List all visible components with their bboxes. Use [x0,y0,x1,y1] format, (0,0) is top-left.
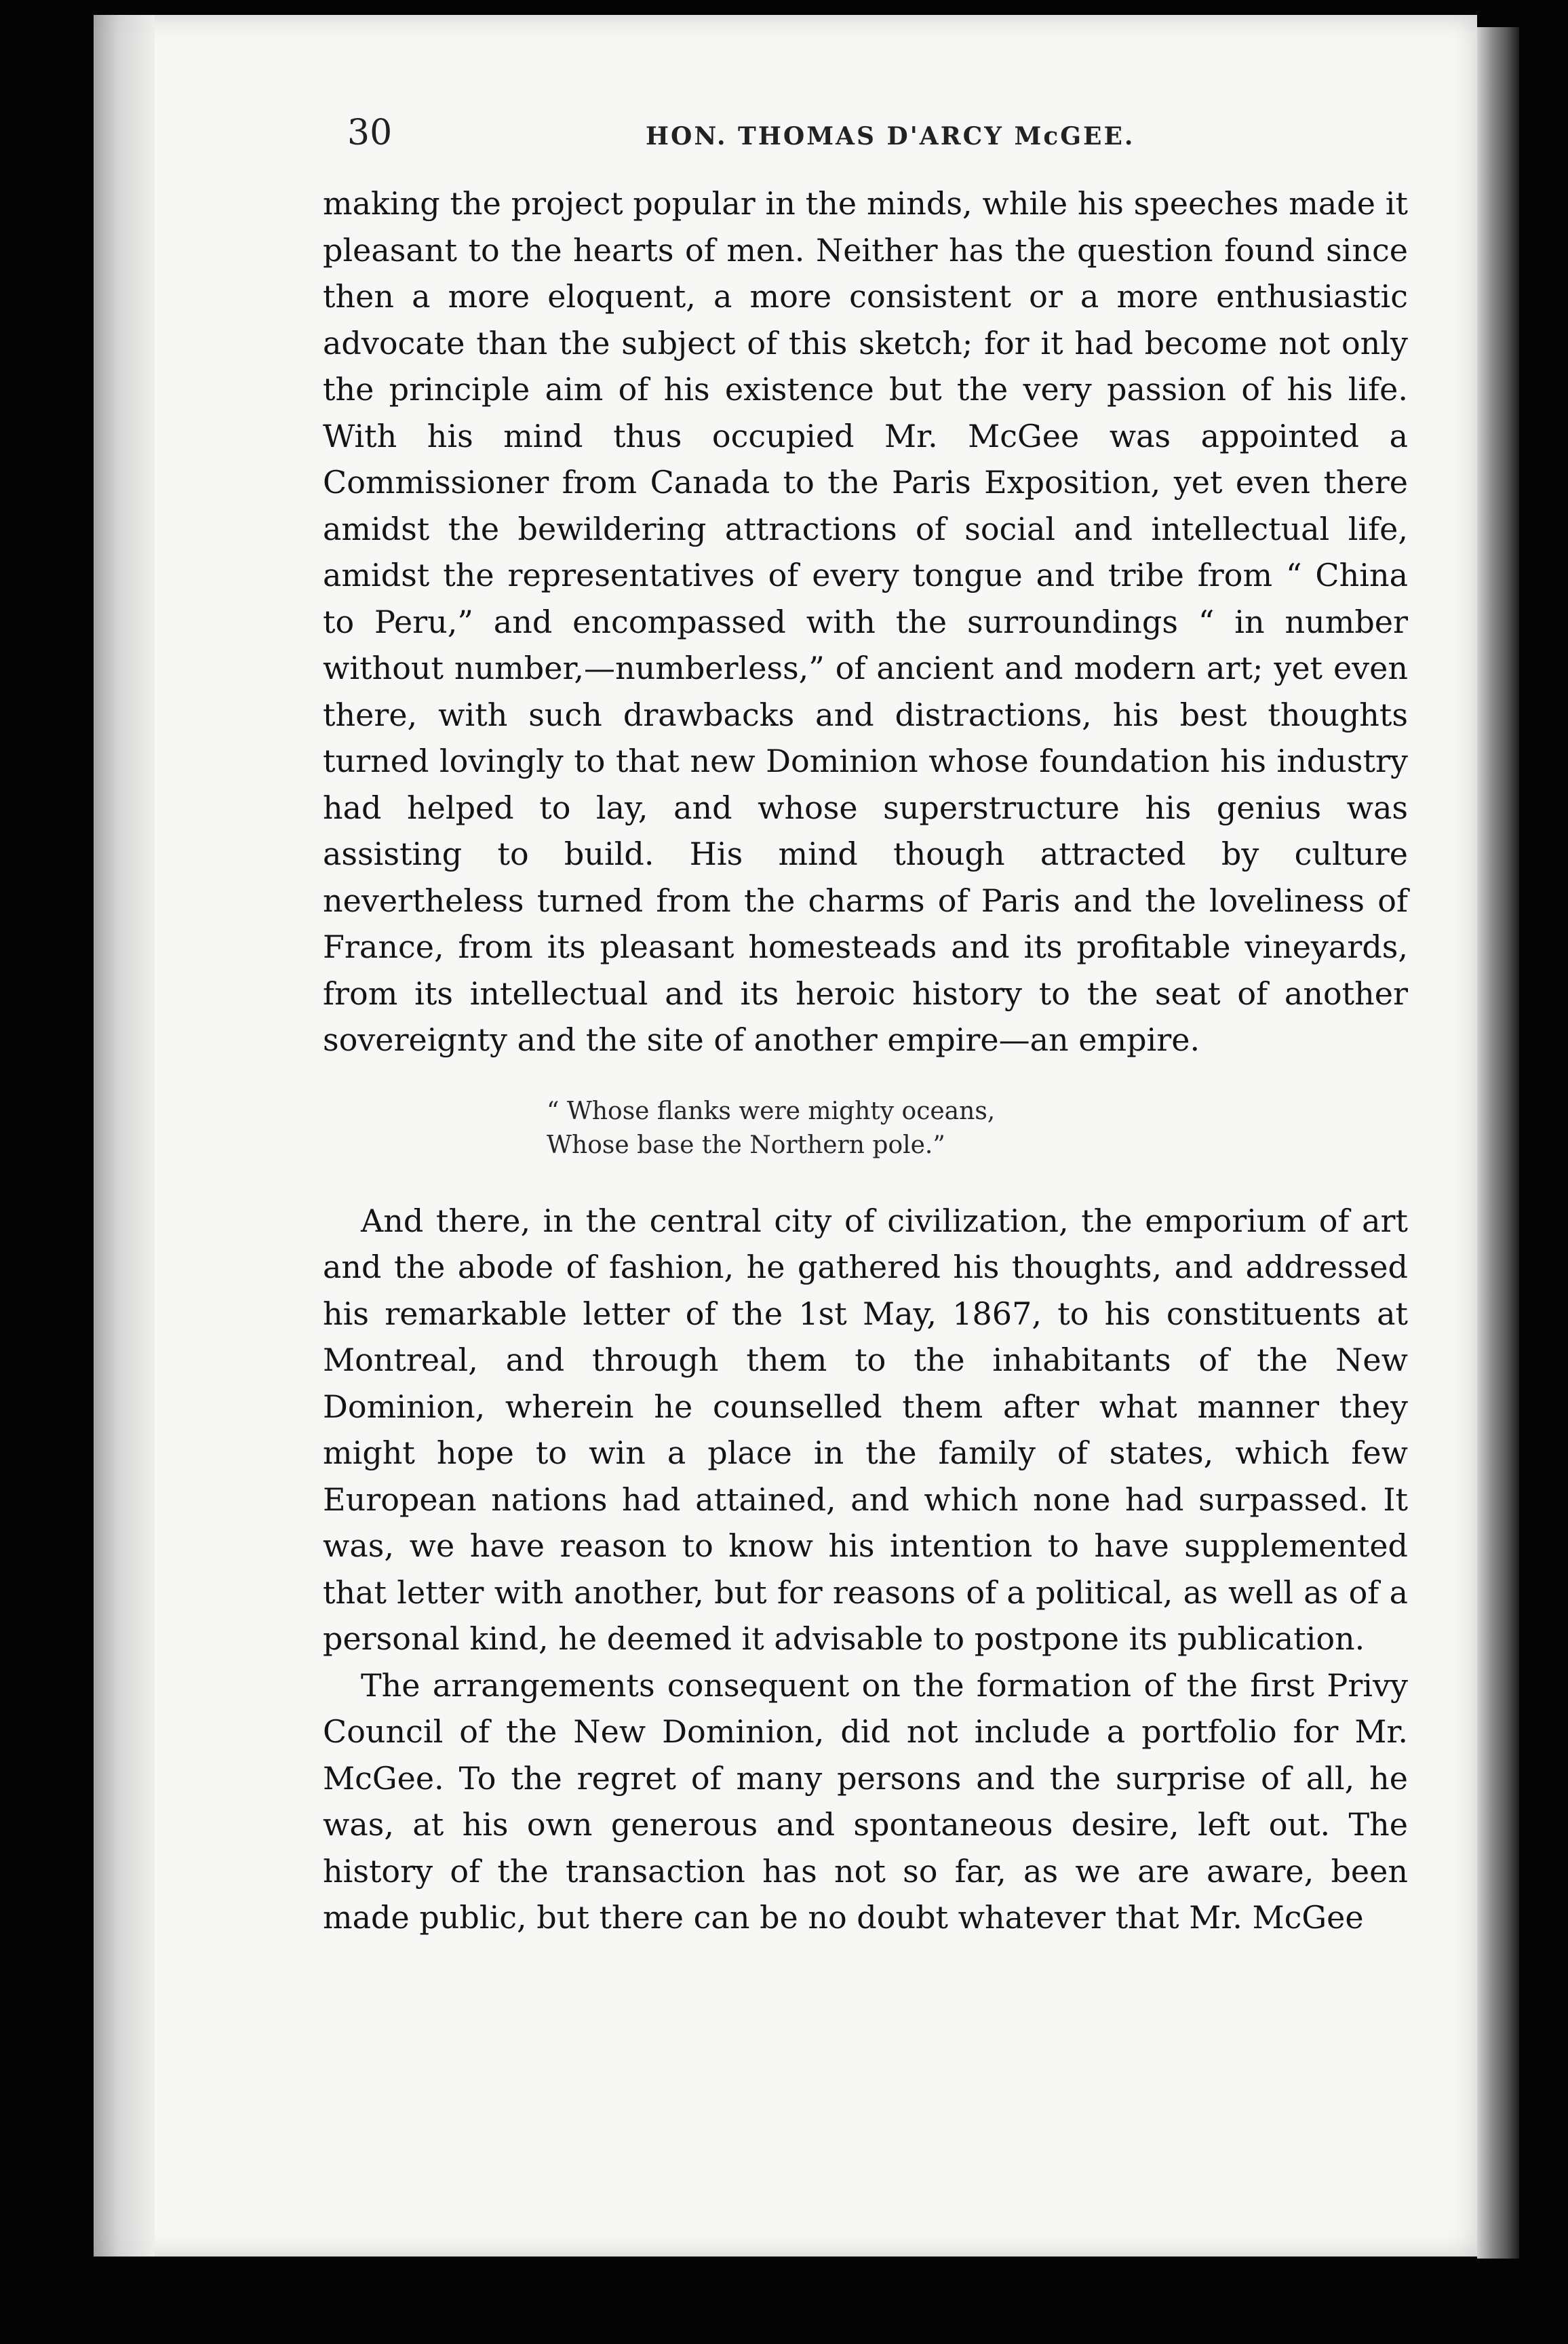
page-number: 30 [347,113,393,153]
quote-line-2: Whose base the Northern pole.” [547,1131,945,1159]
running-head [323,109,1408,163]
paragraph-3: The arrangements consequent on the formation of the first Privy Council of the New Dominion, did not include a portfolio for Mr. McGee. To the regret of many persons and the surprise of all, he was, at his own generous and spontaneous desire, left out. The history of the transaction has not so far, as we are aware, been made public, but there can be no doubt whatever that Mr. McGee [323,1666,1408,1936]
quote-line-1: “ Whose flanks were mighty oceans, [547,1097,996,1125]
running-title: HON. THOMAS D'ARCY McGEE. [646,122,1135,151]
text-block [323,109,1408,1941]
page-edge [1477,27,1519,2259]
verse-quote [323,1095,1408,1163]
page-gutter [94,15,155,2257]
paragraph-1: making the project popular in the minds, while his speeches made it pleasant to the hearts of men. Neither has the question found since then a more eloquent, a more consistent or a more enthusiastic advocate than the subject of this sketch; for it had become not only the principle aim of his existence but the very passion of his life. With his mind thus occupied Mr. McGee was appointed a Commissioner from Canada to the Paris Exposition, yet even there amidst the bewildering attractions of social and intellectual life, amidst the representatives of every tongue and tribe from “ China to Peru,” and encompassed with the surroundings “ in number without number,—numberless,” of ancient and modern art; yet even there, with such drawbacks and distractions, his best thoughts turned lovingly to that new Dominion whose foundation his industry had helped to lay, and whose superstructure his genius was assisting to build. His mind though attracted by culture nevertheless turned from the charms of Paris and the loveliness of France, from its pleasant homesteads and its profitable vineyards, from its intellectual and its heroic history to the seat of another sovereignty and the site of another empire—an empire. [323,185,1408,1058]
paragraph-2: And there, in the central city of civilization, the emporium of art and the abode of fashion, he gathered his thoughts, and addressed his remarkable letter of the 1st May, 1867, to his constituents at Montreal, and through them to the inhabitants of the New Dominion, wherein he counselled them after what manner they might hope to win a place in the family of states, which few European nations had attained, and which none had surpassed. It was, we have reason to know his intention to have supplemented that letter with another, but for reasons of a political, as well as of a personal kind, he deemed it advisable to postpone its publication. [323,1202,1408,1657]
